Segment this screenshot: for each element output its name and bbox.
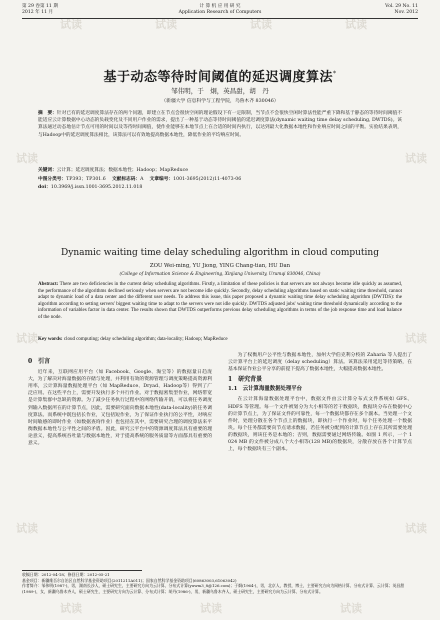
article-number-value: 1001-3695(2012)11-4073-06 (173, 177, 242, 182)
watermark-text: 试读 (16, 152, 38, 165)
keywords-text-cn: 云计算；延迟调度算法；数据本地性；Hadoop；MapReduce (56, 168, 188, 173)
watermark-text: 试读 (60, 18, 82, 31)
authors-en: ZOU Wei-ming, YU Jiong, YING Chang-tian, HU Dan (149, 263, 291, 269)
issue-date-cn: 2012 年 11 月 (22, 10, 54, 15)
abstract-cn (38, 110, 402, 139)
title-text: 基于动态等待时间阈值的延迟调度算法 (103, 70, 333, 85)
left-column (28, 358, 212, 447)
journal-volume-info-en (385, 4, 418, 16)
keywords-label-en: Key words: (38, 337, 63, 342)
volume-issue-en: Vol. 29 No. 11 (385, 4, 418, 9)
abstract-text-en: There are two deficiencies in the current delay scheduling algorithms. Firstly, a limitation of these policies is that servers are not always become idle quickly as assumed, the performance of the algorithms declined seriously when servers are not become idle quickly. Secondly, delay scheduling algorithms based on static waiting time threshold, cannot adapt to dynamic load of a data center and the different user needs. To address this issue, this paper proposed a dynamic waiting time delay scheduling algorithm (DWTDS): the algorithm according to setting servers' biggest waiting time to adapt to the servers were not idle quickly. DWTDS adjusted jobs' waiting time threshold dynamically according to the information of variables factor in data center. The results shown that DWTDS outperforms previous delay scheduling algorithms in terms of the job response time and load balance of the node. (38, 282, 402, 320)
abstract-text-cn: 针对已有的延迟调度算法存在的两个问题，即建立在节点会很快空闲的理论假设下有一定限制，当节点不会很快空闲时算法性能严重下降和基于静态的等待时间阈值不能适应云计算数据中心动态的负载变化及不同用户作业的需求，提出了一种基于动态等待时间阈值的延迟调度算法(dynamic waiting time delay scheduling, DWTDS)。该算法通过动态地估计节点可用的时间以及等待时间阈值，使作业能够在本地节点上在合适的时间内执行，以达到最大化数据本地性和作业响应时间之间的平衡。实验结果表明，与Hadoop中的延迟调度算法相比，该算法可以有效地提高数据本地性，降低作业的平均响应时间。 (38, 111, 402, 138)
footnote (22, 572, 418, 594)
section-heading-introduction: 0 引言 (28, 358, 51, 365)
abstract-label-en: Abstract: (38, 282, 59, 287)
watermark-text: 试读 (405, 522, 427, 535)
watermark-text: 试读 (16, 332, 38, 345)
keywords-cn (38, 167, 402, 174)
watermark-text: 试读 (60, 602, 82, 615)
paper-title-cn (0, 66, 440, 85)
issue-date-en: Nov. 2012 (394, 10, 418, 15)
fund-info: 基金项目：新疆维吾尔自治区自然科学基金资助项目(2011211A011)；国家自然科学基金资助项目(60863003,61063042) (22, 577, 237, 583)
doi-value: 10.3969/j.issn.1001-3695.2012.11.018 (50, 185, 143, 190)
keywords-en (38, 336, 402, 343)
received-dates: 收稿日期：2012-04-18；修回日期：2012-05-21 (22, 572, 110, 577)
keywords-label-cn: 关键词： (38, 168, 57, 173)
affiliation-cn: （新疆大学 信息科学与工程学院，乌鲁木齐 830046） (161, 99, 279, 104)
author-bios: 作者简介：邹伟明(1987-)，男，湖南长沙人，硕士研究生，主要研究方向为云计算、分布式计算(yuwm3_8@126.com)；于炯(1964-)，男，北京人，教授，博士，主要研究方向为网格计算、分布式计算、云计算；英昌甜(1989-)，女，新疆乌鲁木齐人，硕士研究生，主要研究方向为云计算、分布式计算；胡丹(1986-)，男，新疆乌鲁木齐人，硕士研究生，主要研究方向为云计算、分布式计算。 (22, 583, 405, 594)
doc-code-value: A (140, 177, 144, 182)
article-number-label: 文章编号： (149, 177, 174, 182)
doi-line (38, 184, 402, 191)
watermark-text: 试读 (250, 18, 272, 31)
journal-name-cn: 计 算 机 应 用 研 究 (199, 4, 241, 9)
header-rule (22, 18, 418, 19)
authors-cn: 邹伟明，于 炯，英昌甜，胡 丹 (171, 87, 269, 95)
watermark-text: 试读 (200, 602, 222, 615)
watermark-text: 试读 (16, 522, 38, 535)
clc-value: TP393；TP301.6 (66, 177, 106, 182)
introduction-paragraph: 近年来，互联网应用平台（如 Facebook、Google、淘宝等）的数据量日趋庞大，为了解决对海量数据的存储与处理，并利用有效的资源管理与调度策略提高资源利用率，云计算海量数据处理平台（如 MapReduce、Dryad、Hadoop等）得到了广泛应用。在这些平台上，需要开发执行多个并行作业。对于数据密集型作业，网络带宽是计算集群中急缺的资源。为了减少任务执行过程中的网络传输开销，可以将任务调度到输入数据所在的计算节点，因此，需要研究面向数据本地性(data-locality)的任务调度算法。而系统中既包括长作业，又包括短作业，为了保证作业执行的公平性，对响应时间敏感的即时作业（如数据查询作业）也包括在其中，需要研究合理的调度算法来平衡数据本地性与公平性之间的矛盾。因此，研究云平台中的资源调度算法具有重要的理论意义，提高系统吞吐量与数据本地性，对于提高系统的服务质量等方面都具有重要的意义。 (28, 370, 212, 447)
paper-title-en: Dynamic waiting time delay scheduling algorithm in cloud computing (61, 248, 379, 258)
keywords-text-en: cloud computing; delay scheduling algorithm; data-locality; Hadoop; MapReduce (63, 337, 228, 342)
introduction-continued-paragraph: 为了权衡用户公平性与数据本地性，加州大学伯克利分校的 Zaharia 等人提出了云计算平台上的延迟调度（delay scheduling）算法。该算法采用延迟等待策略，在基本保证作业公平分享的前提下提高了数据本地性，大幅提高数据本地性。 (228, 353, 412, 373)
abstract-label-cn: 摘 要： (38, 111, 57, 116)
footnote-rule (22, 570, 142, 571)
subsection-heading-platform: 1.1 云计算海量数据处理平台 (228, 386, 303, 393)
volume-issue: 第 29 卷第 11 期 (22, 4, 58, 9)
watermark-text: 试读 (405, 152, 427, 165)
title-footnote-mark: * (333, 70, 337, 78)
clc-label: 中图分类号： (38, 177, 67, 182)
background-paragraph: 在云计算海量数据处理平台中，数据文件由云计算分布式文件系统如 GFS、HDFS 等管理。每一个文件被划分为大小相等的若干数据块，数据块分布在数据中心的计算节点上，为了保证文件的可靠性，每一个数据块都存在多个副本。当处理一个文件时，处理分散在各个节点上的数据块，即执行一个作业时，每个任务处理一个数据块。每个任务都需要向节点请求数据，若任务被分配到的计算节点上存在其所需要处理的数据块，则该任务是本地的；否则，数据需要通过网络传输。如图 1 所示，一个 1 024 MB 的文件被分成八个大小相等(128 MB)的数据块，分散存放在各个计算节点上，每个数据块有三个副本。 (228, 397, 412, 453)
doc-code-label: 文献标志码： (111, 177, 141, 182)
watermark-text: 试读 (345, 18, 367, 31)
watermark-text: 试读 (155, 18, 177, 31)
journal-name (0, 4, 440, 16)
right-column (228, 352, 412, 453)
classification-line (38, 176, 402, 183)
watermark-text: 试读 (340, 602, 362, 615)
journal-name-en: Application Research of Computers (178, 10, 262, 15)
abstract-en (38, 282, 402, 322)
section-heading-background: 1 研究背景 (228, 376, 263, 384)
affiliation-en: (College of Information Science & Engineering, Xinjiang University, Urumqi 830046, China) (119, 272, 321, 277)
watermark-text: 试读 (405, 332, 427, 345)
doi-label: doi： (38, 185, 51, 190)
